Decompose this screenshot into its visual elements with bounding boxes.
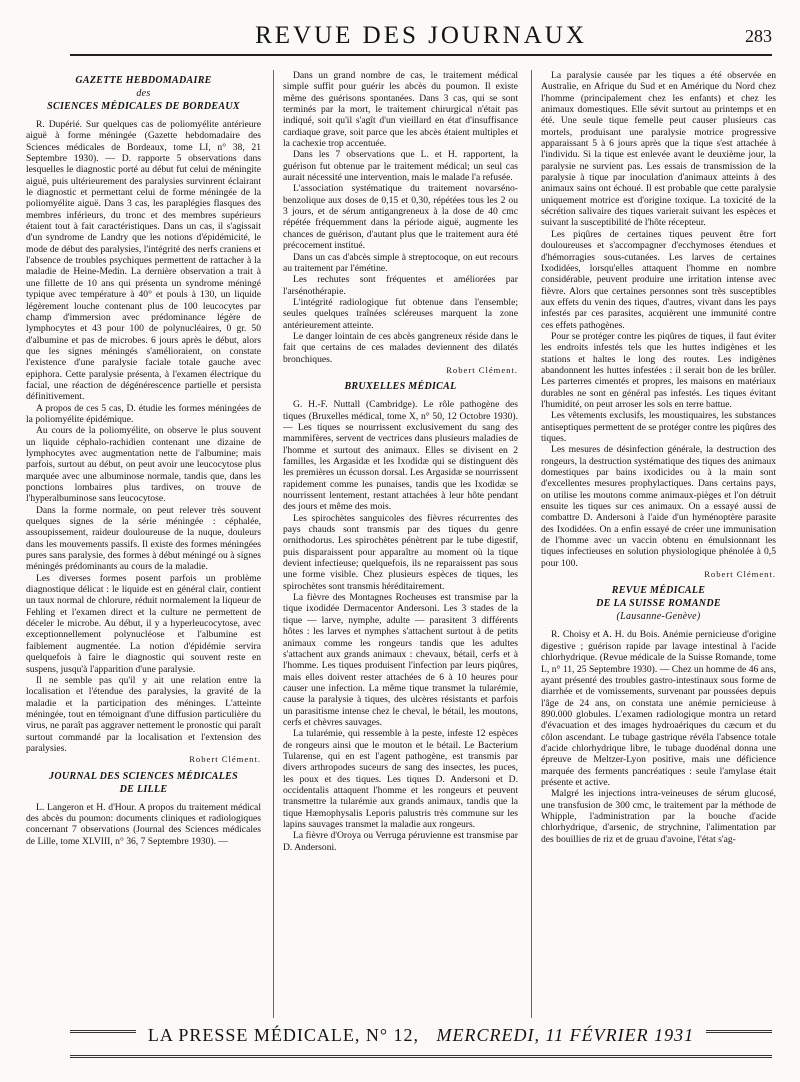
column-2 <box>283 70 518 1018</box>
column-divider <box>273 70 274 1018</box>
paragraph: Dans un grand nombre de cas, le traitement médical simple suffit pour guérir les abcès du poumon. Il existe même des guérisons spontanées. Dans 3 cas, qui se sont terminés par la mort, le traitement chirurgical n'était pas indiqué, soit qu'il s'agît d'un vieillard en état d'insuffisance cardiaque grave, soit parce que les abcès étaient multiples et la cachexie trop accentuée. <box>283 70 518 150</box>
page-header <box>70 18 772 56</box>
paragraph: La fièvre des Montagnes Rocheuses est transmise par la tique ixodidée Dermacentor Andersoni. Les 3 stades de la tique — larve, nymphe, adulte — parasitent 3 différents hôtes : les larves et nymphes s'attachent surtout à de petits animaux comme les rongeurs tandis que les adultes s'attachent aux grands animaux : chevaux, bétail, cerfs et à l'homme. Les tiques produisent l'infection par leurs piqûres, mais elles doivent rester attachées de 6 à 10 heures pour causer une infection. La même tique transmet la tularémie, cause la paralysie à tiques, des ulcères résistants et parfois un parasitisme intense chez le cheval, le bétail, les moutons, cerfs et chèvres sauvages. <box>283 592 518 728</box>
author-signature: Robert Clément. <box>446 364 518 375</box>
section-heading: REVUE MÉDICALE DE LA SUISSE ROMANDE (Lausanne-Genève) <box>596 585 721 623</box>
author-signature: Robert Clément. <box>189 754 261 765</box>
paragraph: Les piqûres de certaines tiques peuvent être fort douloureuses et s'accompagner d'ecchymoses étendues et d'hémorragies sous-cutanées. Les larves de certaines Ixodidées, lorsqu'elles attaquent l'homme en nombre considérable, peuvent produire une irritation intense avec fièvre. Alors que certaines personnes sont très susceptibles aux effets du venin des tiques, d'autres, vivant dans les pays infestés par ces parasites, acquièrent une immunité contre ces effets pathogènes. <box>541 228 776 331</box>
paragraph: R. Choisy et A. H. du Bois. Anémie pernicieuse d'origine digestive ; guérison rapide par lavage intestinal à l'acide chlorhydrique. (Revue médicale de la Suisse Romande, tome L, n° 11, 25 Septembre 1930). — Chez un homme de 46 ans, ayant présenté des troubles gastro-intestinaux sous forme de diarrhée et de vomissements, survenant par poussées depuis l'âge de 24 ans, on constata une anémie pernicieuse à 890.000 globules. L'examen radiologique montra un retard d'évacuation et des images hydroaériques du cæcum et du côlon ascendant. Le tubage gastrique révéla l'absence totale d'acide chlorhydrique libre, le tubage duodénal donna une épreuve de Meltzer-Lyon positive, mais une déficience marquée des ferments pancréatiques : seule l'amylase était présente et active. <box>541 629 776 788</box>
column-divider <box>531 70 532 1018</box>
paragraph: Dans un cas d'abcès simple à streptocoque, on eut recours au traitement par l'émétine. <box>283 251 518 274</box>
section-heading: BRUXELLES MÉDICAL <box>344 381 457 393</box>
column-1 <box>26 70 261 1018</box>
column-3 <box>541 70 776 1018</box>
paragraph: Les vêtements exclusifs, les moustiquaires, les substances antiseptiques permettent de se protéger contre les piqûres des tiques. <box>541 410 776 444</box>
paragraph: Les spirochètes sanguicoles des fièvres récurrentes des pays chauds sont transmis par des tiques du genre ornithodorus. Les spirochètes pénètrent par le tube digestif, puis disparaissent pour apparaître au moment où la tique devient infectieuse; quelquefois, ils ne reparaissent pas sous une forme visible. Chez plusieurs espèces de tiques, les spirochètes sont transmis héréditairement. <box>283 512 518 592</box>
paragraph: Le danger lointain de ces abcès gangreneux réside dans le fait que certains de ces malades deviennent des dilatés bronchiques. <box>283 330 518 365</box>
section-heading: JOURNAL DES SCIENCES MÉDICALES DE LILLE <box>49 770 238 795</box>
paragraph: Les rechutes sont fréquentes et améliorées par l'arsénothérapie. <box>283 274 518 297</box>
paragraph: Dans les 7 observations que L. et H. rapportent, la guérison fut obtenue par le traitement médical; un seul cas aurait nécessité une intervention, mais le malade l'a refusée. <box>283 149 518 184</box>
journal-section-title: REVUE DES JOURNAUX <box>255 22 587 49</box>
paragraph: Les diverses formes posent parfois un problème diagnostique délicat : le liquide est en général clair, contient un taux normal de chlorure, réduit normalement la liqueur de Fehling et l'examen direct et la culture ne permettent de déceler le microbe. Au début, il y a hyperleucocytose, avec exceptionnellement polynucléose et l'albumine est faiblement augmentée. La notion d'épidémie servira quelquefois à faire le diagnostic qui souvent reste en suspens, jusqu'à l'apparition d'une paralysie. <box>26 572 261 675</box>
paragraph: Au cours de la poliomyélite, on observe le plus souvent un liquide céphalo-rachidien contenant une dizaine de lymphocytes avec augmentation nette de l'albumine; mais parfois, surtout au début, on peut avoir une leucocytose plus marquée avec une albuminose normale, tandis que, dans les ponctions lombaires plus tardives, on trouve de l'hyperalbuminose sans leucocytose. <box>26 425 261 505</box>
paragraph: Il ne semble pas qu'il y ait une relation entre la localisation et l'étendue des paralysies, la gravité de la maladie et la participation des méninges. L'atteinte méningée, tout en témoignant d'une diffusion particulière du virus, ne paraît pas aggraver nettement le pronostic qui paraît surtout commandé par la localisation et l'extension des paralysies. <box>26 674 261 754</box>
paragraph: Dans la forme normale, on peut relever très souvent quelques signes de la série méningée : céphalée, assoupissement, raideur douloureuse de la nuque, douleurs dans les mouvements passifs. Il existe des formes méningées pures sans paralysie, des formes à début méningé ou à signes méningés prédominants au cours de la maladie. <box>26 504 261 573</box>
paragraph: L'association systématique du traitement novarséno-benzolique aux doses de 0,15 et 0,30, répétées tous les 2 ou 3 jours, et de sérum antigangreneux à la dose de 40 cmc répétée fréquemment dans la période aiguë, augmente les chances de guérison, d'autant plus que le traitement aura été précocement institué. <box>283 183 518 252</box>
article-columns <box>26 70 776 1018</box>
paragraph: La fièvre d'Oroya ou Verruga péruvienne est transmise par D. Andersoni. <box>283 830 518 853</box>
paragraph: Malgré les injections intra-veineuses de sérum glucosé, une transfusion de 300 cmc, le traitement par la méthode de Whipple, l'administration par la bouche d'acide chlorhydrique, d'arsenic, de strychnine, l'alimentation par des bouillies de riz et de gruau d'avoine, l'état s'ag- <box>541 788 776 845</box>
footer-journal-name: LA PRESSE MÉDICALE, N° 12, <box>142 1025 425 1045</box>
paragraph: La paralysie causée par les tiques a été observée en Australie, en Afrique du Sud et en Amérique du Nord chez l'homme (principalement chez les enfants) et chez les animaux domestiques. Elle sévit surtout au printemps et en été. Une seule tique femelle peut causer plusieurs cas mortels, produisant une paralysie motrice progressive apparaissant 5 à 6 jours après que la tique s'est attachée à l'individu. Si la tique est enlevée avant le deuxième jour, la paralysie ne survient pas. Les essais de transmission de la paralysie à tique par inoculation d'animaux atteints à des animaux sains ont échoué. Il est probable que cette paralysie uniquement motrice est d'origine toxique. La toxicité de la sécrétion salivaire des tiques varierait suivant les espèces et suivant la susceptibilité de l'hôte récepteur. <box>541 70 776 229</box>
paragraph: G. H.-F. Nuttall (Cambridge). Le rôle pathogène des tiques (Bruxelles médical, tome X, n° 50, 12 Octobre 1930). — Les tiques se nourrissent exclusivement du sang des mammifères, servent de vectrices dans plusieurs maladies de l'homme et surtout des animaux. Elles se divisent en 2 familles, les Argasidæ et les Ixodidæ qui se distinguent dès les premières un écusson dorsal. Les Argasidæ se nourrissent rapidement comme les punaises, tandis que les Ixodidæ se nourrissent lentement, restant attachées à leur hôte pendant des jours et même des mois. <box>283 399 518 513</box>
author-signature: Robert Clément. <box>704 569 776 580</box>
paragraph: R. Dupérié. Sur quelques cas de poliomyélite antérieure aiguë à forme méningée (Gazette hebdomadaire des Sciences médicales de Bordeaux, tome LI, n° 38, 21 Septembre 1930). — D. rapporte 5 observations dans lesquelles le diagnostic porté au début fut celui de méningite aiguë, puis ultérieurement des paralysies survinrent éclairant le diagnostic et permettant celui de forme méningée de la poliomyélite aiguë. Dans 3 cas, les paraplégies flasques des membres inférieurs, du tronc et des membres supérieurs étaient tout à fait caractéristiques. Dans un cas, il s'agissait d'un syndrome de Landry que les notions d'épidémicité, le mode de début des paralysies, l'intégrité des nerfs craniens et l'absence de troubles psychiques permettent de rattacher à la maladie de Heine-Medin. La dernière observation a trait à une fillette de 10 ans qui présenta un syndrome méningé typique avec température à 40° et pouls à 130, un liquide légèrement louche contenant plus de 100 leucocytes par champ d'immersion avec prédominance légère de lymphocytes et 43 pour 100 de polynucléaires, 0 gr. 50 d'albumine et pas de microbes. 6 jours après le début, alors que les signes méningés s'amélioraient, on constate l'existence d'une paralysie faciale totale gauche avec epiphora. Cette paralysie présenta, à l'examen électrique du facial, une réaction de dégénérescence partielle et persista définitivement. <box>26 119 261 403</box>
paragraph: La tularémie, qui ressemble à la peste, infeste 12 espèces de rongeurs ainsi que le mouton et le bétail. Le Bacterium Tularense, qui en est l'agent pathogène, est transmis par divers arthropodes suceurs de sang des insectes, les puces, les poux et des tiques. Les tiques D. Andersoni et D. occidentalis attaquent l'homme et les rongeurs et peuvent transmettre la tularémie aux grands animaux, tandis que la tique Hæmophysalis Leporis palustris très commune sur les lapins sauvages transmet la maladie aux rongeurs. <box>283 728 518 830</box>
paragraph: L. Langeron et H. d'Hour. A propos du traitement médical des abcès du poumon: documents cliniques et radiologiques concernant 7 observations (Journal des Sciences médicales de Lille, tome XLVIII, n° 36, 7 Septembre 1930). — <box>26 801 261 847</box>
paragraph: Les mesures de désinfection générale, la destruction des rongeurs, la destruction systématique des tiques des animaux domestiques par bains ixodicides ou à la main sont d'excellentes mesures prophylactiques. Dans certains pays, on utilise les moutons comme animaux-pièges et l'on détruit ensuite les tiques sur ces animaux. On a essayé aussi de combattre D. Andersoni à l'aide d'un hyménoptère parasite des Ixodidées. On a enfin essayé de créer une immunisation de l'homme avec un vaccin obtenu en émulsionnant les tiques infectieuses en solution physiologique phénolée à 0,5 pour 100. <box>541 444 776 569</box>
page-footer <box>70 1025 772 1058</box>
section-heading: GAZETTE HEBDOMADAIRE des SCIENCES MÉDICALES DE BORDEAUX <box>47 75 240 112</box>
paragraph: L'intégrité radiologique fut obtenue dans l'ensemble; seules quelques traînées scléreuses marquent la zone antérieurement atteinte. <box>283 296 518 331</box>
paragraph: Pour se protéger contre les piqûres de tiques, il faut éviter les endroits infestés tels que les huttes indigènes et les stations et haltes le long des routes. Les indigènes abandonnent les huttes infestées : il serait bon de les brûler. Les parterres cimentés et propres, les maisons en matériaux durables ne sont en général pas infestés. Les tiques évitant l'humidité, on peut arroser les sols en terre battue. <box>541 330 776 410</box>
page-number: 283 <box>745 26 772 46</box>
footer-date: MERCREDI, 11 FÉVRIER 1931 <box>431 1025 701 1045</box>
paragraph: A propos de ces 5 cas, D. étudie les formes méningées de la poliomyélite épidémique. <box>26 402 261 425</box>
